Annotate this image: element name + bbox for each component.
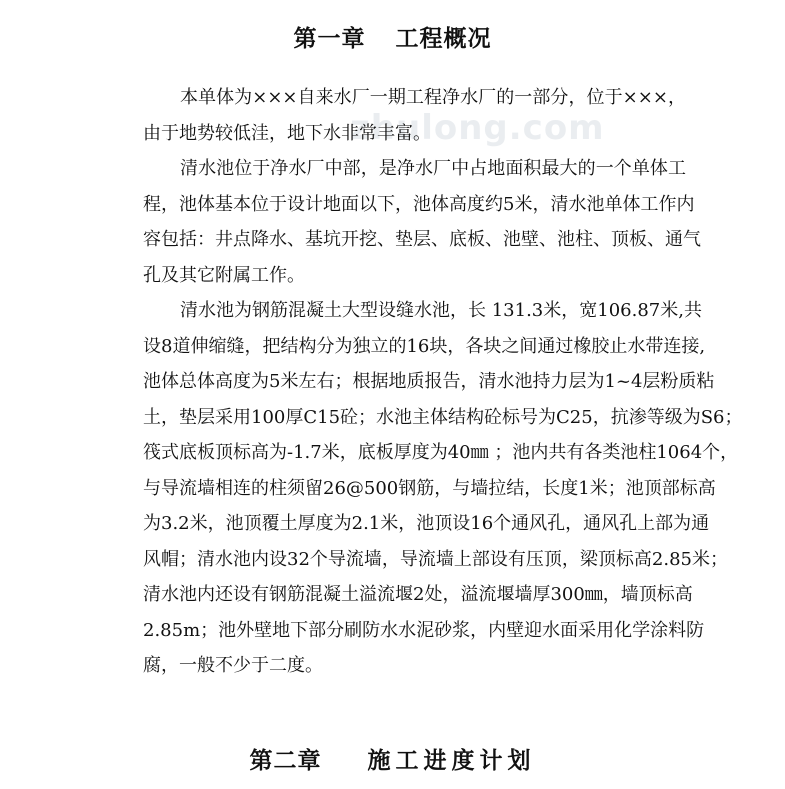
paragraph-line: 本单体为×××自来水厂一期工程净水厂的一部分，位于×××， xyxy=(180,87,686,108)
paragraph-line: 程，池体基本位于设计地面以下，池体高度约5米，清水池单体工作内 xyxy=(143,193,695,215)
paragraph-3 xyxy=(106,293,743,684)
paragraph-line: 清水池为钢筋混凝土大型设缝水池，长 131.3米，宽106.87米,共 xyxy=(180,300,702,321)
paragraph-line: 容包括：井点降水、基坑开挖、垫层、底板、池壁、池柱、顶板、通气 xyxy=(143,229,701,250)
paragraph-line: 腐，一般不少于二度。 xyxy=(143,655,323,676)
paragraph-line: 孔及其它附属工作。 xyxy=(143,264,305,286)
chapter-1-body xyxy=(106,80,743,684)
paragraph-line: 筏式底板顶标高为-1.7米，底板厚度为40㎜ ；池内共有各类池柱1064个， xyxy=(143,442,739,463)
chapter-1-name: 工程概况 xyxy=(395,25,492,52)
chapter-2-number: 第二章 xyxy=(249,747,322,774)
paragraph-line: 清水池位于净水厂中部，是净水厂中占地面积最大的一个单体工 xyxy=(180,158,686,179)
chapter-2-name: 施工进度计划 xyxy=(367,747,536,774)
chapter-1-number: 第一章 xyxy=(293,25,366,52)
paragraph-line: 风帽；清水池内设32个导流墙，导流墙上部设有压顶，梁顶标高2.85米； xyxy=(143,548,728,570)
paragraph-line: 为3.2米，池顶覆土厚度为2.1米，池顶设16个通风孔，通风孔上部为通 xyxy=(143,513,710,534)
chapter-2-title xyxy=(0,742,785,775)
paragraph-line: 由于地势较低洼，地下水非常丰富。 xyxy=(143,122,431,144)
paragraph-line: 与导流墙相连的柱须留26@500钢筋，与墙拉结，长度1米；池顶部标高 xyxy=(143,477,716,499)
watermark: zhulong.com xyxy=(350,108,605,148)
paragraph-line: 清水池内还设有钢筋混凝土溢流堰2处，溢流堰墙厚300㎜，墙顶标高 xyxy=(143,584,693,605)
chapter-1-title xyxy=(0,20,785,53)
paragraph-1 xyxy=(106,80,686,151)
paragraph-line: 池体总体高度为5米左右；根据地质报告，清水池持力层为1~4层粉质粘 xyxy=(143,371,715,392)
paragraph-2 xyxy=(106,151,701,293)
paragraph-line: 2.85m；池外壁地下部分刷防水水泥砂浆，内壁迎水面采用化学涂料防 xyxy=(143,619,705,641)
paragraph-line: 土，垫层采用100厚C15砼；水池主体结构砼标号为C25，抗渗等级为S6； xyxy=(143,406,743,428)
paragraph-line: 设8道伸缩缝，把结构分为独立的16块，各块之间通过橡胶止水带连接, xyxy=(143,335,706,357)
